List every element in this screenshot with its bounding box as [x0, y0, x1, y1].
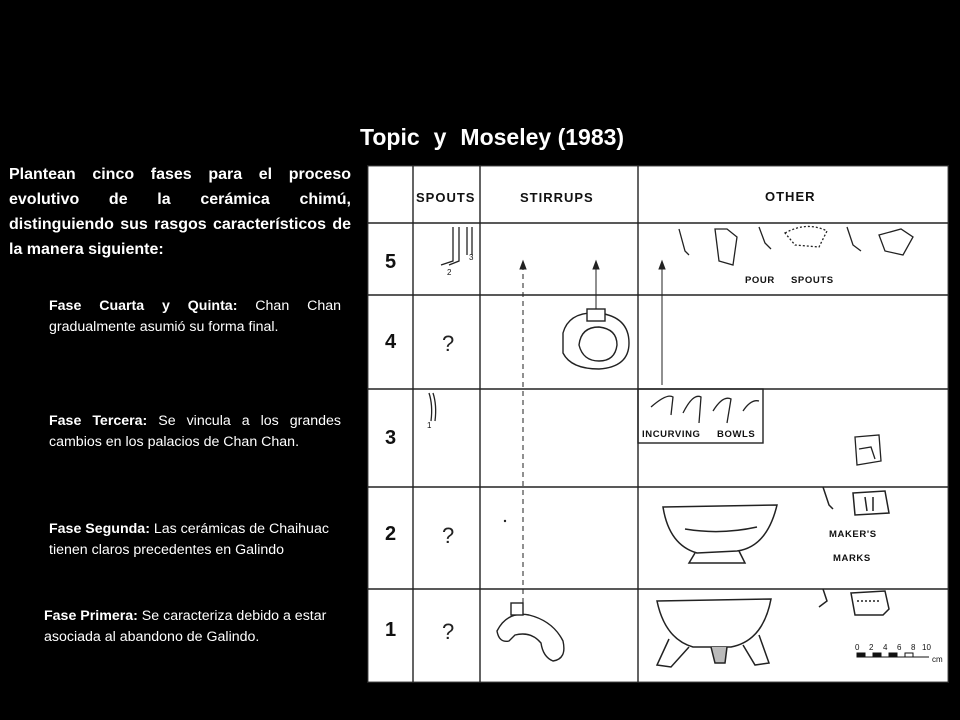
phase-label: Fase Cuarta y Quinta:	[49, 298, 238, 314]
phase-tercera	[49, 411, 341, 453]
phase-label: Fase Tercera:	[49, 413, 148, 429]
spout-number-1: 1	[427, 421, 432, 430]
phase-text: Las cerámicas de Chaihuac tienen claros precedentes en Galindo	[49, 521, 329, 558]
scale-tick-0: 0	[855, 643, 860, 652]
scale-unit: cm	[932, 655, 943, 664]
row-label-5: 5	[385, 251, 397, 273]
intro-paragraph: Plantean cinco fases para el proceso evolutivo de la cerámica chimú, distinguiendo sus rasgos característicos de la manera siguiente:	[9, 166, 351, 258]
phase-cuarta-quinta	[49, 296, 341, 338]
phase-segunda	[49, 519, 349, 561]
label-makers: MAKER'S	[829, 529, 877, 540]
ceramic-seriation-figure	[367, 165, 949, 683]
scale-tick-6: 6	[897, 643, 902, 652]
unknown-row-2: ?	[442, 523, 455, 548]
phase-label: Fase Segunda:	[49, 521, 150, 537]
spout-number-2: 2	[447, 268, 452, 277]
label-marks: MARKS	[833, 553, 871, 564]
row-label-3: 3	[385, 427, 397, 449]
label-pour: POUR	[745, 275, 775, 286]
header-other: OTHER	[765, 189, 816, 204]
title-author-2: Moseley (1983)	[460, 124, 625, 150]
row-label-4: 4	[385, 331, 397, 353]
title-author-1: Topic	[360, 124, 420, 150]
row-label-2: 2	[385, 523, 397, 545]
header-spouts: SPOUTS	[416, 190, 476, 205]
label-spouts: SPOUTS	[791, 275, 834, 286]
scale-tick-10: 10	[922, 643, 931, 652]
slide-title	[360, 124, 624, 151]
unknown-row-4: ?	[442, 331, 455, 356]
header-stirrups: STIRRUPS	[520, 190, 594, 205]
row-label-1: 1	[385, 619, 397, 641]
label-bowls: BOWLS	[717, 429, 756, 440]
seriation-table-lines	[367, 165, 949, 683]
scale-tick-2: 2	[869, 643, 874, 652]
label-incurving: INCURVING	[642, 429, 701, 440]
phase-label: Fase Primera:	[44, 608, 138, 624]
spout-number-3: 3	[469, 253, 474, 262]
unknown-row-1: ?	[442, 619, 455, 644]
title-conjunction: y	[433, 124, 447, 150]
scale-tick-8: 8	[911, 643, 916, 652]
phase-text: Se vincula a los grandes cambios en los palacios de Chan Chan.	[49, 413, 341, 450]
phase-primera	[44, 606, 344, 648]
scale-tick-4: 4	[883, 643, 888, 652]
phase-text: Se caracteriza debido a estar asociada al abandono de Galindo.	[44, 608, 327, 645]
phase-text: Chan Chan gradualmente asumió su forma final.	[49, 298, 341, 335]
